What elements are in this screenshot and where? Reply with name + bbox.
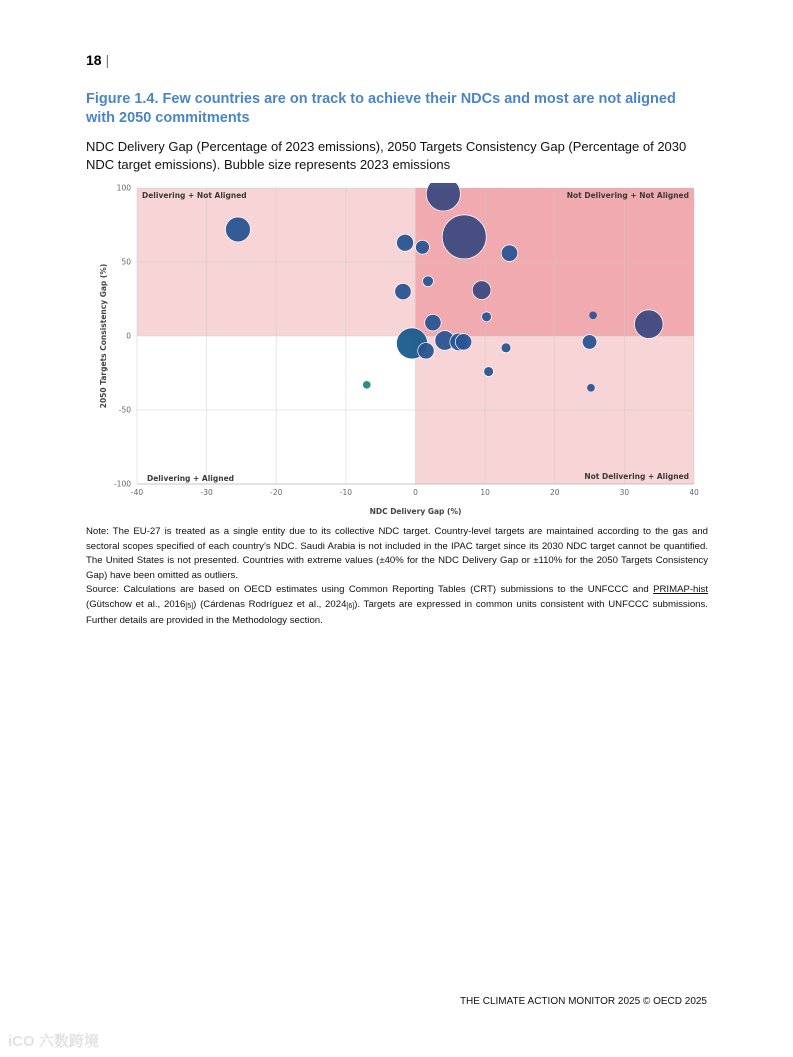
data-bubble[interactable]: [484, 367, 494, 377]
data-bubble[interactable]: [472, 281, 491, 300]
data-bubble[interactable]: [501, 343, 511, 353]
source-ref1-number[interactable]: [5]: [185, 602, 194, 610]
data-bubble[interactable]: [589, 311, 597, 319]
x-tick-label: -10: [339, 488, 352, 497]
data-bubble[interactable]: [395, 283, 411, 299]
data-bubble[interactable]: [587, 384, 595, 392]
data-bubble[interactable]: [418, 343, 434, 359]
data-bubble[interactable]: [634, 310, 663, 339]
page-number-separator: |: [105, 52, 110, 68]
data-bubble[interactable]: [226, 217, 251, 242]
figure-title: Figure 1.4. Few countries are on track to achieve their NDCs and most are not aligned with 2050 commitments: [86, 91, 676, 126]
quadrant-label-bottom-right: Not Delivering + Aligned: [584, 472, 689, 481]
data-bubble[interactable]: [455, 334, 471, 350]
source-ref2-text: ) (Cárdenas Rodríguez et al., 2024: [193, 598, 347, 610]
source-ref2-number[interactable]: [6]: [346, 602, 355, 610]
data-bubble[interactable]: [425, 314, 441, 330]
data-bubble[interactable]: [482, 312, 492, 322]
y-tick-label: 50: [121, 257, 131, 267]
y-tick-label: -100: [113, 479, 131, 489]
x-tick-label: 40: [689, 488, 699, 497]
bubble-chart: [86, 183, 708, 523]
data-bubble[interactable]: [397, 234, 414, 251]
source-suffix: ). Targets are expressed in common units consistent with UNFCCC submissions. Further details are provided in the Methodology section.: [86, 598, 708, 626]
page-number: [86, 52, 109, 68]
y-tick-label: 0: [126, 331, 131, 341]
x-tick-label: 10: [480, 488, 490, 497]
data-bubble[interactable]: [582, 335, 597, 350]
y-tick-label: -50: [118, 405, 131, 415]
x-tick-label: 20: [549, 488, 560, 497]
data-bubble[interactable]: [501, 245, 517, 261]
x-tick-label: 0: [413, 488, 418, 497]
quadrant-label-top-right: Not Delivering + Not Aligned: [566, 191, 689, 200]
x-tick-label: -30: [200, 488, 213, 497]
y-axis-label: 2050 Targets Consistency Gap (%): [99, 263, 108, 409]
source-ref1-text: (Gütschow et al., 2016: [86, 598, 186, 610]
data-bubble[interactable]: [423, 276, 434, 287]
x-axis-label: NDC Delivery Gap (%): [369, 507, 462, 516]
x-tick-label: -20: [270, 488, 283, 497]
figure-subtitle: NDC Delivery Gap (Percentage of 2023 emissions), 2050 Targets Consistency Gap (Percentage of 2030 NDC target emissions). Bubble size represents 2023 emissions: [86, 139, 687, 172]
primap-hist-link[interactable]: PRIMAP-hist: [653, 584, 708, 596]
source-prefix: Source: Calculations are based on OECD estimates using Common Reporting Tables (CRT) submissions to the UNFCCC and: [86, 584, 654, 596]
page-number-value: 18: [86, 52, 102, 68]
figure-notes: [86, 525, 708, 628]
quadrant-label-bottom-left: Delivering + Aligned: [147, 474, 235, 483]
page-footer: THE CLIMATE ACTION MONITOR 2025 © OECD 2025: [459, 996, 707, 1007]
source-paragraph: [86, 583, 708, 628]
x-tick-label: 30: [619, 488, 630, 497]
data-bubble[interactable]: [416, 240, 430, 254]
quadrant-label-top-left: Delivering + Not Aligned: [142, 191, 247, 200]
x-tick-label: -40: [130, 488, 144, 497]
y-tick-label: 100: [116, 183, 131, 193]
data-bubble[interactable]: [442, 215, 486, 259]
data-bubble[interactable]: [363, 381, 371, 389]
note-paragraph: Note: The EU-27 is treated as a single entity due to its collective NDC target. Country-level targets are maintained according to the gas and sectoral scopes specified of each country’s NDC. Saudi Arabia is not included in the IPAC target since its 2030 NDC target cannot be quantified. The United States is not presented. Countries with extreme values (±40% for the NDC Delivery Gap or ±110% for the 2050 Targets Consistency Gap) have been omitted as outliers.: [86, 526, 708, 581]
watermark: iCO 六数跨境: [8, 1033, 99, 1050]
